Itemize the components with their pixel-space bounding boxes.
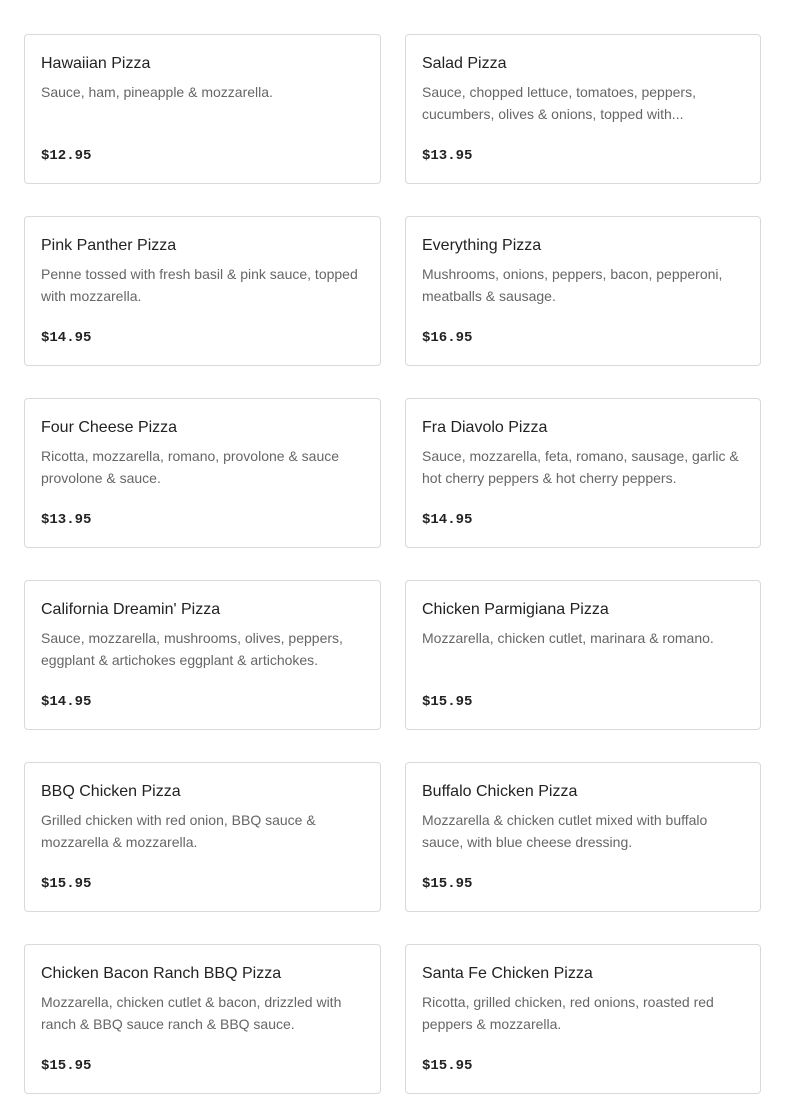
item-price: $14.95 (41, 694, 92, 710)
item-price: $14.95 (422, 512, 473, 528)
item-description: Ricotta, mozzarella, romano, provolone & sauce provolone & sauce. (41, 448, 340, 486)
item-name: Buffalo Chicken Pizza (422, 783, 578, 800)
item-description: Grilled chicken with red onion, BBQ sauce & mozzarella & mozzarella. (41, 812, 316, 850)
menu-item-card[interactable] (24, 944, 381, 1094)
item-description: Mozzarella, chicken cutlet & bacon, drizzled with ranch & BBQ sauce ranch & BBQ sauce. (41, 994, 342, 1032)
item-price: $14.95 (41, 330, 92, 346)
menu-item-card[interactable] (405, 944, 761, 1094)
item-description: Sauce, mozzarella, mushrooms, olives, peppers, eggplant & artichokes eggplant & artichokes. (41, 630, 343, 668)
menu-item-card[interactable] (24, 216, 381, 366)
item-name: BBQ Chicken Pizza (41, 783, 181, 800)
item-price: $13.95 (422, 148, 473, 164)
item-description: Penne tossed with fresh basil & pink sauce, topped with mozzarella. (41, 266, 358, 304)
item-name: Santa Fe Chicken Pizza (422, 965, 593, 982)
item-description: Ricotta, grilled chicken, red onions, roasted red peppers & mozzarella. (422, 994, 714, 1032)
menu-item-card[interactable] (24, 398, 381, 548)
menu-item-card[interactable] (405, 580, 761, 730)
item-price: $12.95 (41, 148, 92, 164)
menu-item-card[interactable] (405, 216, 761, 366)
menu-item-card[interactable] (405, 398, 761, 548)
menu-item-card[interactable] (405, 34, 761, 184)
item-description: Mushrooms, onions, peppers, bacon, pepperoni, meatballs & sausage. (422, 266, 723, 304)
item-price: $15.95 (422, 876, 473, 892)
item-price: $13.95 (41, 512, 92, 528)
item-description: Sauce, chopped lettuce, tomatoes, peppers, cucumbers, olives & onions, topped with... (422, 84, 696, 122)
item-name: Fra Diavolo Pizza (422, 419, 548, 436)
item-name: Pink Panther Pizza (41, 237, 177, 254)
item-price: $16.95 (422, 330, 473, 346)
item-price: $15.95 (41, 876, 92, 892)
item-name: Chicken Parmigiana Pizza (422, 601, 609, 618)
menu-items-grid (24, 34, 761, 1094)
menu-item-card[interactable] (24, 34, 381, 184)
menu-item-card[interactable] (24, 762, 381, 912)
item-name: Chicken Bacon Ranch BBQ Pizza (41, 965, 282, 982)
item-description: Sauce, mozzarella, feta, romano, sausage, garlic & hot cherry peppers & hot cherry peppers. (422, 448, 739, 486)
menu-item-card[interactable] (405, 762, 761, 912)
item-price: $15.95 (422, 1058, 473, 1074)
item-price: $15.95 (422, 694, 473, 710)
item-name: Salad Pizza (422, 55, 507, 72)
item-price: $15.95 (41, 1058, 92, 1074)
item-name: Four Cheese Pizza (41, 419, 178, 436)
menu-item-card[interactable] (24, 580, 381, 730)
item-name: California Dreamin' Pizza (41, 601, 221, 618)
item-description: Mozzarella & chicken cutlet mixed with buffalo sauce, with blue cheese dressing. (422, 812, 708, 850)
item-description: Mozzarella, chicken cutlet, marinara & romano. (422, 630, 714, 646)
item-name: Hawaiian Pizza (41, 55, 151, 72)
item-name: Everything Pizza (422, 237, 542, 254)
item-description: Sauce, ham, pineapple & mozzarella. (41, 84, 273, 100)
